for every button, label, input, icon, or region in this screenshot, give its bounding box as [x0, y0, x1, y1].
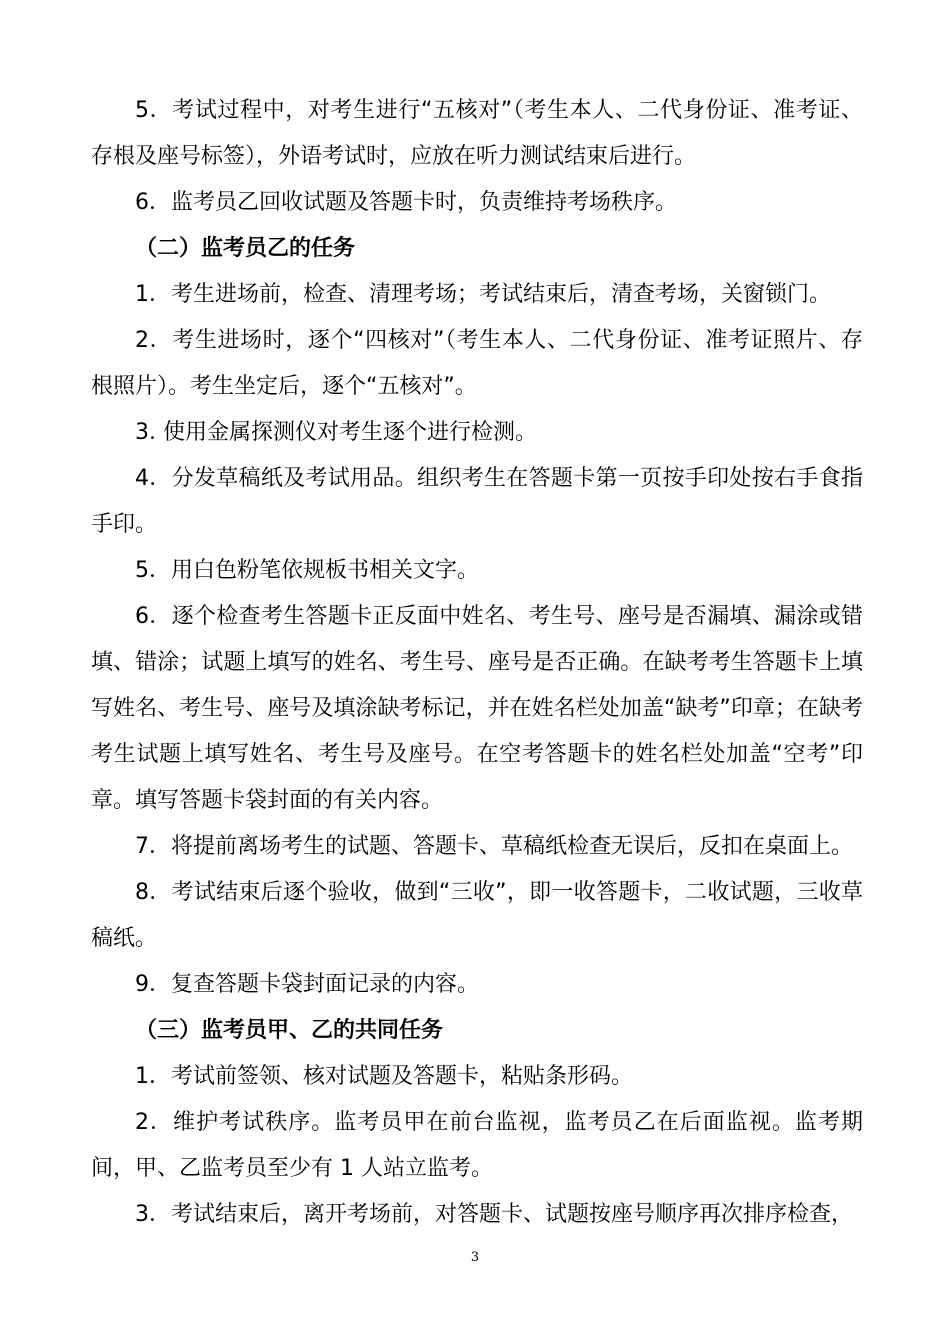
paragraph-item-2-maintain-order: 2．维护考试秩序。监考员甲在前台监视，监考员乙在后面监视。监考期间，甲、乙监考员至少有 1 人站立监考。 [91, 1110, 863, 1181]
section-heading-invigilator-b: （二）监考员乙的任务 [135, 236, 356, 261]
paragraph-item-5-five-checks: 5．考试过程中，对考生进行“五核对”（考生本人、二代身份证、准考证、存根及座号标签），外语考试时，应放在听力测试结束后进行。 [91, 98, 863, 169]
document-body [91, 88, 863, 1238]
paragraph-item-7-early-leavers: 7．将提前离场考生的试题、答题卡、草稿纸检查无误后，反扣在桌面上。 [135, 834, 853, 859]
paragraph-item-9-recheck-envelope: 9．复查答题卡袋封面记录的内容。 [135, 972, 479, 997]
paragraph-item-5-chalk-board: 5．用白色粉笔依规板书相关文字。 [135, 558, 479, 583]
page-number: 3 [470, 1250, 480, 1265]
paragraph-item-3-sort-and-check: 3．考试结束后，离开考场前，对答题卡、试题按座号顺序再次排序检查， [135, 1202, 853, 1227]
paragraph-item-4-distribute-supplies: 4．分发草稿纸及考试用品。组织考生在答题卡第一页按手印处按右手食指手印。 [91, 466, 863, 537]
paragraph-item-3-metal-detector: 3. 使用金属探测仪对考生逐个进行检测。 [135, 420, 537, 445]
paragraph-item-2-four-checks: 2．考生进场时，逐个“四核对”（考生本人、二代身份证、准考证照片、存根照片）。考生坐定后，逐个“五核对”。 [91, 328, 863, 399]
paragraph-item-1-sign-for-papers: 1．考试前签领、核对试题及答题卡，粘贴条形码。 [135, 1064, 633, 1089]
paragraph-item-6-check-answer-cards: 6．逐个检查考生答题卡正反面中姓名、考生号、座号是否漏填、漏涂或错填、错涂；试题上填写的姓名、考生号、座号是否正确。在缺考考生答题卡上填写姓名、考生号、座号及填涂缺考标记，并在姓名栏处加盖“缺考”印章；在缺考考生试题上填写姓名、考生号及座号。在空考答题卡的姓名栏处加盖“空考”印章。填写答题卡袋封面的有关内容。 [91, 604, 863, 813]
paragraph-item-1-clean-room: 1．考生进场前，检查、清理考场；考试结束后，清查考场，关窗锁门。 [135, 282, 831, 307]
paragraph-item-8-three-collections: 8．考试结束后逐个验收，做到“三收”，即一收答题卡，二收试题，三收草稿纸。 [91, 880, 863, 951]
section-heading-shared-tasks: （三）监考员甲、乙的共同任务 [135, 1018, 444, 1043]
paragraph-item-6-collect-papers: 6．监考员乙回收试题及答题卡时，负责维持考场秩序。 [135, 190, 677, 215]
